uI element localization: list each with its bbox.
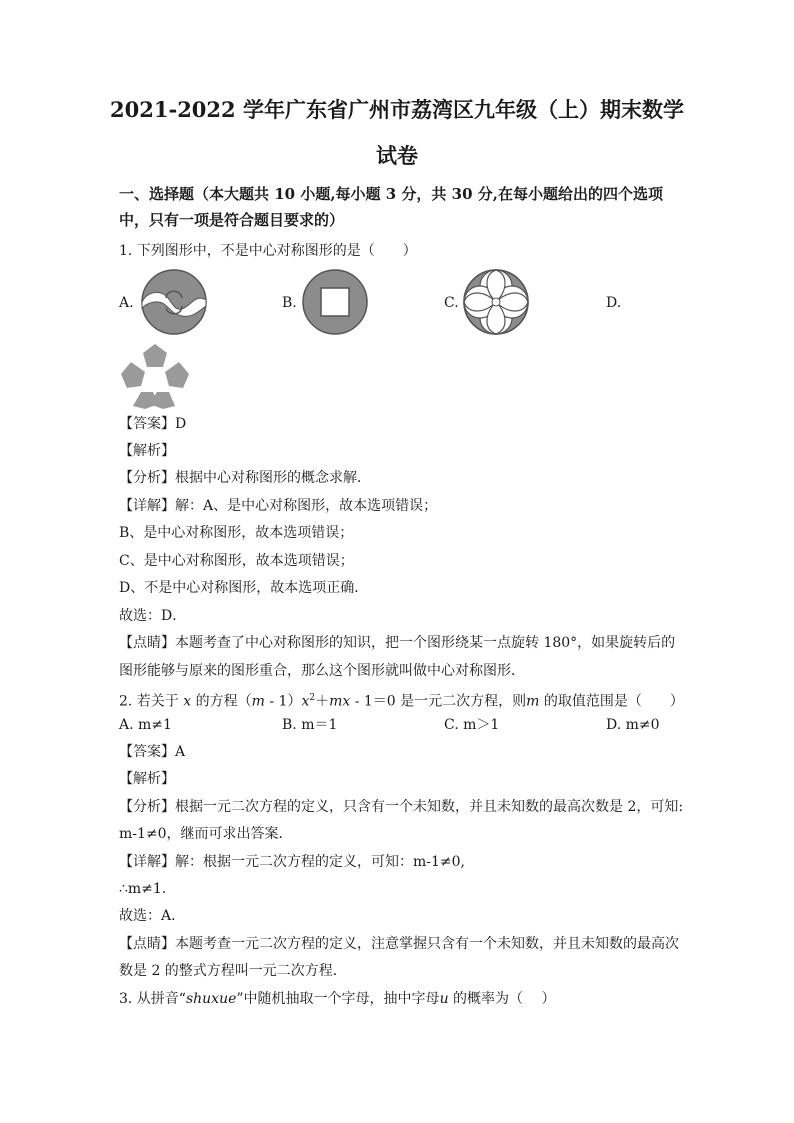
q2-choose: 故选：A．	[119, 908, 186, 924]
q2-option-d: D. m≠0	[606, 717, 660, 733]
q2-stem-sup: 2	[309, 693, 316, 703]
q2-comment-line1: 【点睛】本题考查一元二次方程的定义，注意掌握只含有一个未知数，并且未知数的最高次	[119, 936, 679, 952]
section-heading-line2: 中，只有一项是符合题目要求的）	[119, 211, 345, 229]
q1-analysis-heading: 【解析】	[119, 443, 175, 459]
q1-choose: 故选：D．	[119, 608, 187, 624]
q2-stem-part: - 1）	[264, 693, 302, 710]
q2-stem-part: 的方程（	[191, 693, 252, 710]
q2-stem-var: x	[301, 693, 310, 710]
q3-stem	[119, 989, 556, 1009]
q2-therefore: ∴m≠1．	[119, 881, 176, 897]
q2-option-a: A. m≠1	[119, 717, 172, 733]
q1-detail-line3: C、是中心对称图形，故本选项错误；	[119, 553, 354, 569]
q2-stem-part: 的取值范围是（ ）	[539, 693, 684, 710]
q1-figure-b-coin-icon	[301, 268, 369, 336]
q1-figure-a-yinyang-wave-icon	[140, 268, 208, 336]
q1-option-d-label: D.	[606, 295, 622, 311]
q1-answer: 【答案】D	[119, 416, 187, 432]
section-heading-line1: 一、选择题（本大题共 10 小题,每小题 3 分，共 30 分,在每小题给出的四个选项	[119, 185, 663, 203]
q1-figure-d-pentagons-icon	[119, 342, 191, 410]
q1-comment-line2: 图形能够与原来的图形重合，那么这个图形就叫做中心对称图形．	[119, 663, 525, 679]
q2-option-c: C. m＞1	[444, 717, 500, 733]
q2-detail: 【详解】解：根据一元二次方程的定义，可知：m-1≠0,	[119, 854, 465, 870]
q2-stem-part: 2. 若关于	[119, 693, 179, 710]
q2-stem-part: - 1＝0 是一元二次方程，则	[350, 693, 527, 710]
q2-comment-line2: 数是 2 的整式方程叫一元二次方程．	[119, 963, 347, 979]
q2-analysis-heading: 【解析】	[119, 771, 175, 787]
q3-stem-word: shuxue	[185, 991, 237, 1007]
q2-stem-var: mx	[329, 693, 351, 710]
q1-comment-line1: 【点睛】本题考查了中心对称图形的知识，把一个图形绕某一点旋转 180°，如果旋转后的	[119, 635, 676, 651]
q3-stem-var: u	[439, 991, 449, 1007]
q2-analysis-line2: m-1≠0，继而可求出答案．	[119, 826, 293, 842]
q2-stem-var: m	[526, 693, 540, 710]
q2-analysis-line1: 【分析】根据一元二次方程的定义，只含有一个未知数，并且未知数的最高次数是 2，可知:	[119, 799, 684, 815]
q1-option-c-label: C.	[444, 295, 459, 311]
q1-detail-line2: B、是中心对称图形，故本选项错误；	[119, 525, 354, 541]
q2-stem-var: m	[251, 693, 265, 710]
q1-analysis-fenxi: 【分析】根据中心对称图形的概念求解．	[119, 470, 371, 486]
document-title-line2: 试卷	[376, 143, 418, 168]
q1-detail-line4: D、不是中心对称图形，故本选项正确．	[119, 580, 369, 596]
q3-stem-part: 的概率为（ ）	[448, 991, 556, 1007]
q3-stem-part: ”中随机抽取一个字母，抽中字母	[236, 991, 440, 1007]
q1-detail-line1: 【详解】解：A、是中心对称图形，故本选项错误；	[119, 498, 438, 514]
document-title-line1: 2021-2022 学年广东省广州市荔湾区九年级（上）期末数学	[110, 97, 684, 122]
q1-option-b-label: B.	[282, 295, 297, 311]
q1-stem: 1. 下列图形中，不是中心对称图形的是（ ）	[119, 243, 417, 259]
q2-stem-var: x	[183, 693, 192, 710]
q2-stem-part: ＋	[315, 693, 330, 710]
q1-figure-c-four-petal-icon	[462, 268, 530, 336]
q2-stem	[119, 688, 684, 712]
q3-stem-part: 3. 从拼音“	[119, 991, 186, 1007]
q2-option-b: B. m＝1	[282, 717, 338, 733]
q2-answer: 【答案】A	[119, 744, 186, 760]
q1-option-a-label: A.	[119, 295, 134, 311]
